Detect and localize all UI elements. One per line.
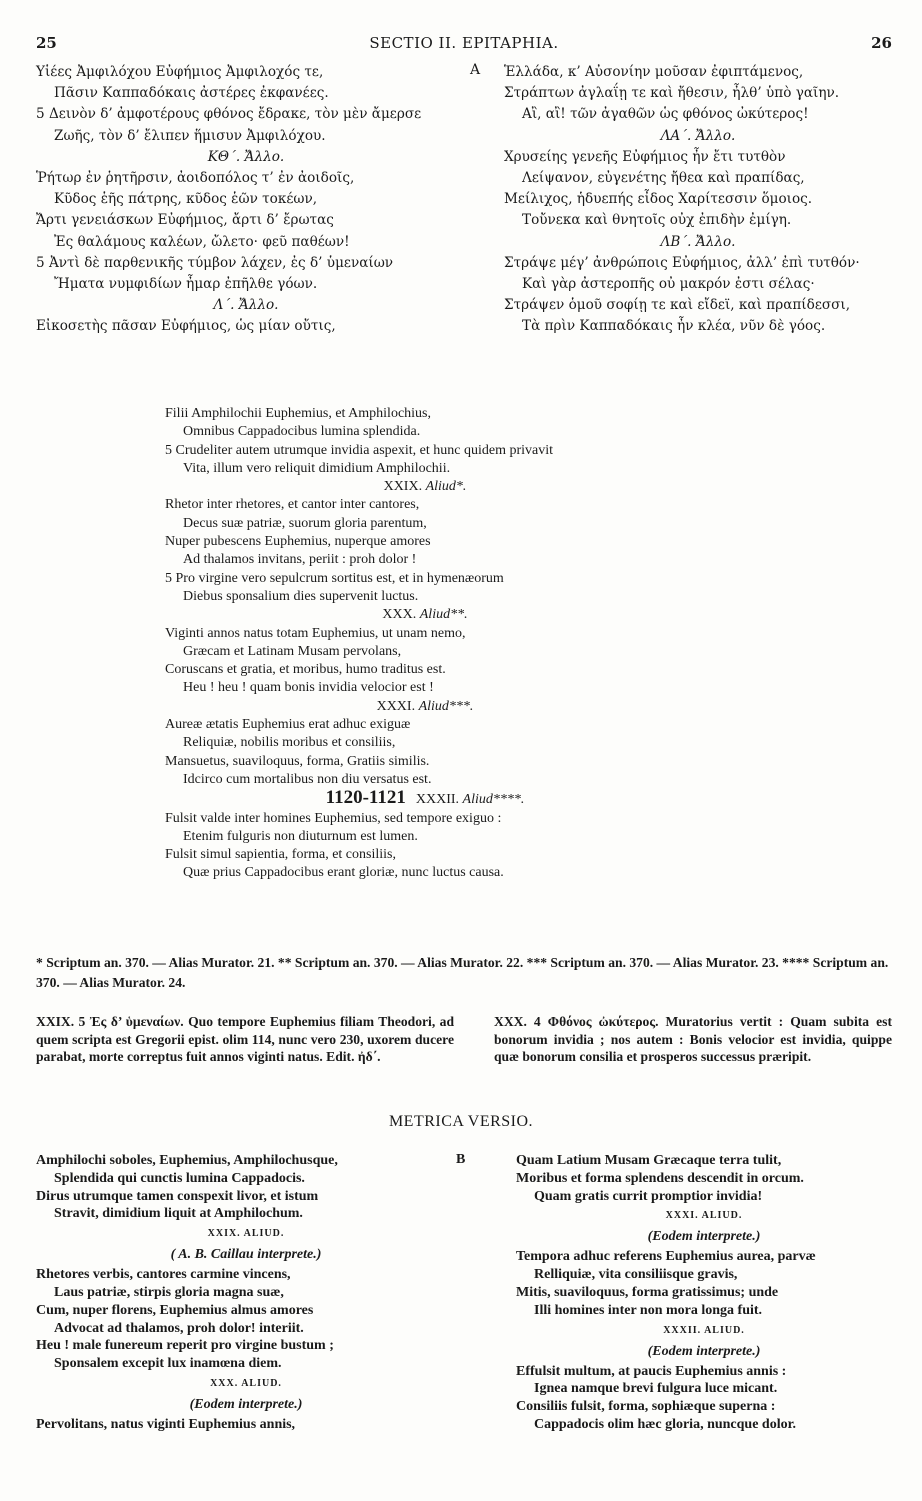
greek-line	[468, 126, 892, 147]
latin-line	[165, 423, 865, 441]
greek-line	[36, 210, 456, 231]
metrica-line-text: Moribus et forma splendens descendit in orcum.	[516, 1170, 804, 1186]
latin-line-text: Coruscans et gratia, et moribus, humo traditus est.	[165, 662, 446, 678]
greek-line-text: 5 Δεινὸν δ’ ἀμφοτέρους φθόνος ἔδρακε, τὸν μὲν ἄμερσε	[36, 106, 422, 123]
metrica-line	[476, 1170, 892, 1188]
greek-line	[468, 62, 892, 83]
greek-line-text: Ἤματα νυμφιδίων ἦμαρ ἐπῆλθε γόων.	[54, 276, 318, 293]
metrica-line	[476, 1152, 892, 1170]
greek-line	[36, 104, 456, 125]
latin-line	[165, 606, 685, 624]
column-number: 1120-1121	[325, 787, 406, 809]
metrica-line	[476, 1341, 892, 1363]
metrica-line	[36, 1266, 456, 1284]
latin-line-text: Fulsit valde inter homines Euphemius, sed tempore exiguo :	[165, 810, 502, 826]
metrica-line-text: Ignea namque brevi fulgura luce micant.	[534, 1381, 778, 1397]
latin-line-text: Vita, illum vero reliquit dimidium Amphilochii.	[183, 460, 451, 476]
greek-line	[36, 295, 456, 316]
latin-line	[165, 442, 865, 460]
latin-line-text: Nuper pubescens Euphemius, nuperque amores	[165, 534, 431, 550]
greek-line	[36, 126, 456, 147]
metrica-line-text: Cum, nuper florens, Euphemius almus amores	[36, 1302, 314, 1318]
latin-line	[165, 789, 685, 809]
metrica-line	[476, 1302, 892, 1320]
latin-line	[165, 533, 865, 551]
latin-line-text: Rhetor inter rhetores, et cantor inter cantores,	[165, 497, 420, 513]
latin-line-text: XXXII.	[415, 792, 460, 808]
metrica-line-text: Rhetores verbis, cantores carmine vincens,	[36, 1267, 291, 1283]
greek-line-text: Εἰκοσετὴς πᾶσαν Εὐφήμιος, ὡς μίαν οὔτις,	[36, 318, 336, 335]
metrica-line-text: Advocat ad thalamos, proh dolor! interiit.	[54, 1320, 304, 1336]
footnotes: * Scriptum an. 370. — Alias Murator. 21. ** Scriptum an. 370. — Alias Murator. 22. *** Scriptum an. 370. — Alias Murator. 23. **** Scriptum an. 370. — Alias Murator. 24.	[36, 955, 889, 990]
metrica-line-text: XXX. ALIUD.	[210, 1377, 282, 1389]
metrica-line	[36, 1170, 456, 1188]
latin-line	[165, 846, 865, 864]
greek-line-text: Πᾶσιν Καππαδόκαις ἀστέρες ἐκφανέες.	[54, 85, 329, 102]
greek-line-text: ΚΘ΄. Ἄλλο.	[207, 148, 285, 165]
margin-letter-a: A	[470, 62, 481, 78]
greek-line	[468, 253, 892, 274]
latin-line	[165, 698, 685, 716]
metrica-line	[476, 1320, 892, 1341]
greek-line	[468, 295, 892, 316]
metrica-line	[476, 1248, 892, 1266]
latin-line-text: XXX.	[382, 607, 417, 623]
note-left: XXIX. 5 Ἐς δ’ ὑμεναίων. Quo tempore Euphemius filiam Theodori, ad quem scripta est Gregorii epist. olim 114, nunc vero 230, uxorem ducere parabat, morte correptus fuit annos viginti natus. Edit. ἠδ΄.	[36, 1014, 454, 1064]
latin-line-text: Idcirco cum mortalibus non diu versatus est.	[183, 771, 432, 787]
latin-line-text: Omnibus Cappadocibus lumina splendida.	[183, 424, 421, 440]
metrica-line-text: Consiliis fulsit, forma, sophiæque superna :	[516, 1399, 776, 1415]
greek-line-text: Ἄρτι γενειάσκων Εὐφήμιος, ἄρτι δ’ ἔρωτας	[36, 212, 334, 229]
greek-line-text: Αἲ, αἲ! τῶν ἀγαθῶν ὡς φθόνος ὠκύτερος!	[522, 106, 809, 123]
latin-line-text: Etenim fulguris non diuturnum est lumen.	[183, 828, 418, 844]
metrica-line	[476, 1380, 892, 1398]
metrica-line-text: Pervolitans, natus viginti Euphemius annis,	[36, 1416, 296, 1432]
latin-line-text: 5 Crudeliter autem utrumque invidia aspexit, et hunc quidem privavit	[165, 442, 554, 458]
latin-line	[165, 810, 865, 828]
metrica-line-text: Heu ! male funereum reperit pro virgine bustum ;	[36, 1338, 334, 1354]
latin-line-text: 5 Pro virgine vero sepulcrum sortitus est, et in hymenæorum	[165, 570, 504, 586]
metrica-line	[476, 1398, 892, 1416]
metrica-line	[36, 1373, 456, 1394]
metrica-line-text: XXXII. ALIUD.	[663, 1324, 745, 1336]
metrica-line-text: (Eodem interprete.)	[647, 1343, 761, 1359]
greek-line	[36, 147, 456, 168]
metrica-line	[36, 1320, 456, 1338]
greek-line-text: 5 Ἀντὶ δὲ παρθενικῆς τύμβον λάχεν, ἐς δ’ ὑμεναίων	[36, 254, 394, 271]
greek-line	[36, 168, 456, 189]
latin-line	[165, 864, 865, 882]
metrica-line	[36, 1355, 456, 1373]
greek-line-text: Στράπτων ἀγλαΐῃ τε καὶ ἤθεσιν, ἦλθ’ ὑπὸ γαῖην.	[504, 85, 840, 102]
metrica-line	[476, 1284, 892, 1302]
metrica-line-text: (Eodem interprete.)	[189, 1396, 303, 1412]
greek-line-text: Στράψε μέγ’ ἀνθρώποις Εὐφήμιος, ἀλλ’ ἐπὶ τυτθόν·	[504, 254, 860, 271]
latin-line-text: Reliquiæ, nobilis moribus et consiliis,	[183, 735, 396, 751]
metrica-line-text: Relliquiæ, vita consiliisque gravis,	[534, 1267, 738, 1283]
latin-line	[165, 405, 865, 423]
latin-translation	[165, 405, 865, 883]
page-number-right: 26	[871, 34, 892, 52]
greek-line-text: Στράψεν ὁμοῦ σοφίῃ τε καὶ εἴδεϊ, καὶ πραπίδεσσι,	[504, 297, 851, 314]
latin-line	[165, 753, 865, 771]
latin-line	[165, 515, 865, 533]
latin-line	[165, 828, 865, 846]
metrica-line-text: Mitis, suaviloquus, forma gratissimus; unde	[516, 1284, 779, 1300]
metrica-line-text: Laus patriæ, stirpis gloria magna suæ,	[54, 1284, 284, 1300]
latin-line	[165, 570, 865, 588]
greek-line	[468, 104, 892, 125]
greek-line-text: Τὰ πρὶν Καππαδόκαις ἦν κλέα, νῦν δὲ γόος.	[522, 318, 826, 335]
latin-line-text: Græcam et Latinam Musam pervolans,	[183, 643, 402, 659]
metrica-line	[36, 1394, 456, 1416]
metrica-line-text: Effulsit multum, at paucis Euphemius annis :	[516, 1363, 787, 1379]
metrica-line	[476, 1416, 892, 1434]
greek-line	[36, 316, 456, 337]
greek-line	[468, 168, 892, 189]
latin-line	[165, 734, 865, 752]
greek-line	[468, 189, 892, 210]
greek-line-text: Ἑλλάδα, κ’ Αὐσονίην μοῦσαν ἐφιπτάμενος,	[504, 64, 804, 80]
latin-line-text: Fulsit simul sapientia, forma, et consiliis,	[165, 847, 396, 863]
metrica-column-left	[36, 1152, 456, 1434]
metrica-line-text: Stravit, dimidium liquit at Amphilochum.	[54, 1206, 303, 1222]
greek-line	[36, 189, 456, 210]
metrica-line-text: Cappadocis olim hæc gloria, nuncque dolor.	[534, 1416, 797, 1432]
latin-line-text: Viginti annos natus totam Euphemius, ut unam nemo,	[165, 625, 466, 641]
latin-line	[165, 716, 865, 734]
metrica-line-text: Sponsalem excepit lux inamœna diem.	[54, 1356, 282, 1372]
metrica-line-text: Quam Latium Musam Græcaque terra tulit,	[516, 1153, 782, 1168]
running-title: SECTIO II. EPITAPHIA.	[369, 34, 559, 52]
greek-line-text: Μείλιχος, ἡδυεπής εἶδος Χαρίτεσσιν ὅμοιος.	[504, 191, 813, 208]
latin-line	[165, 496, 865, 514]
latin-line	[165, 643, 865, 661]
metrica-line	[36, 1284, 456, 1302]
metrica-line	[476, 1363, 892, 1381]
metrica-line-text: Splendida qui cunctis lumina Cappadocis.	[54, 1170, 305, 1186]
greek-line	[468, 232, 892, 253]
greek-text	[36, 62, 892, 392]
latin-line	[165, 661, 865, 679]
metrica-line-text: XXIX. ALIUD.	[207, 1228, 285, 1240]
metrica-versio-title: METRICA VERSIO.	[388, 1113, 534, 1130]
latin-line	[165, 588, 865, 606]
greek-line-text: Ζωῆς, τὸν δ’ ἔλιπεν ἥμισυν Ἀμφιλόχου.	[54, 127, 326, 144]
latin-line	[165, 478, 685, 496]
greek-line-text: ΛΑ΄. Ἄλλο.	[660, 127, 736, 144]
greek-line-text: Ἐς θαλάμους καλέων, ὤλετο· φεῦ παθέων!	[54, 233, 350, 250]
metrica-line	[36, 1223, 456, 1244]
greek-line-text: Χρυσείης γενεῆς Εὐφήμιος ἦν ἔτι τυτθὸν	[504, 148, 786, 165]
page-header	[36, 34, 892, 56]
latin-line	[165, 460, 865, 478]
metrica-line	[476, 1188, 892, 1206]
greek-line-text: Υἱέες Ἀμφιλόχου Εὐφήμιος Ἀμφιλοχός τε,	[36, 64, 324, 80]
metrica-line	[36, 1244, 456, 1266]
metrica-column-right	[476, 1152, 892, 1434]
greek-line-text: Λείψανον, εὐγενέτης ἤθεα καὶ πραπίδας,	[522, 170, 805, 187]
greek-line	[36, 253, 456, 274]
page-number-left: 25	[36, 34, 57, 52]
metrica-line	[476, 1266, 892, 1284]
latin-line-italic: Aliud**.	[419, 607, 468, 623]
latin-line-italic: Aliud****.	[462, 792, 525, 808]
latin-line-text: Mansuetus, suaviloquus, forma, Gratiis similis.	[165, 753, 430, 769]
metrica-line-text: Quam gratis currit promptior invidia!	[534, 1188, 763, 1204]
note-right: XXX. 4 Φθόνος ὠκύτερος. Muratorius vertit : Quam subita est bonorum invidia ; nos autem : Bonis velocior est invidia, quippe quæ bonorum consilia et prosperos successus præripit.	[494, 1014, 892, 1064]
greek-line-text: Τοὔνεκα καὶ θνητοῖς οὐχ ἐπιδὴν ἐμίγη.	[522, 212, 792, 229]
greek-line-text: Καὶ γὰρ ἀστεροπῆς οὐ μακρόν ἐστι σέλας·	[522, 276, 815, 293]
greek-line	[468, 316, 892, 337]
greek-line	[36, 83, 456, 104]
greek-line-text: Ῥήτωρ ἐν ῥητῆρσιν, ἀοιδοπόλος τ’ ἐν ἀοιδοῖς,	[36, 170, 355, 187]
greek-line	[36, 232, 456, 253]
metrica-line	[36, 1416, 456, 1434]
metrica-line-text: XXXI. ALIUD.	[665, 1210, 743, 1222]
greek-line	[36, 274, 456, 295]
metrica-line-text: ( A. B. Caillau interprete.)	[170, 1247, 322, 1263]
latin-line-text: Filii Amphilochii Euphemius, et Amphilochius,	[165, 406, 431, 421]
latin-line-italic: Aliud***.	[418, 698, 474, 714]
latin-line-text: Diebus sponsalium dies supervenit luctus.	[183, 588, 419, 604]
greek-line-text: Λ΄. Ἄλλο.	[213, 297, 279, 314]
latin-line-text: Decus suæ patriæ, suorum gloria parentum,	[183, 515, 427, 531]
metrica-line	[36, 1188, 456, 1206]
metrica-line-text: Illi homines inter non mora longa fuit.	[534, 1302, 763, 1318]
greek-column-left	[36, 62, 456, 338]
latin-line-text: Ad thalamos invitans, periit : proh dolor !	[183, 552, 417, 568]
metrica-line	[36, 1205, 456, 1223]
latin-line	[165, 551, 865, 569]
greek-line	[468, 210, 892, 231]
metrica-line-text: (Eodem interprete.)	[647, 1229, 761, 1245]
metrica-line-text: Dirus utrumque tamen conspexit livor, et istum	[36, 1188, 319, 1204]
greek-line-text: Κῦδος ἑῆς πάτρης, κῦδος ἑῶν τοκέων,	[54, 191, 318, 208]
margin-letter-b: B	[456, 1152, 466, 1167]
metrica-line	[476, 1226, 892, 1248]
metrica-line-text: Tempora adhuc referens Euphemius aurea, parvæ	[516, 1249, 816, 1265]
latin-line	[165, 679, 865, 697]
metrica-line-text: Amphilochi soboles, Euphemius, Amphilochusque,	[36, 1153, 338, 1168]
latin-line	[165, 625, 865, 643]
greek-line-text: ΛΒ΄. Ἄλλο.	[660, 233, 736, 250]
metrica-line	[36, 1152, 456, 1170]
latin-line-text: Heu ! heu ! quam bonis invidia velocior est !	[183, 680, 434, 696]
latin-line	[165, 771, 865, 789]
greek-column-right	[468, 62, 892, 338]
metrica-line	[36, 1337, 456, 1355]
latin-line-text: Aureæ ætatis Euphemius erat adhuc exiguæ	[165, 717, 411, 733]
latin-line-italic: Aliud*.	[425, 479, 467, 495]
greek-line	[468, 83, 892, 104]
greek-line	[468, 147, 892, 168]
latin-line-text: XXXI.	[376, 698, 416, 714]
greek-line	[468, 274, 892, 295]
latin-line-text: Quæ prius Cappadocibus erant gloriæ, nunc luctus causa.	[183, 865, 504, 881]
greek-line	[36, 62, 456, 83]
metrica-line	[476, 1205, 892, 1226]
metrica-line	[36, 1302, 456, 1320]
latin-line-text: XXIX.	[383, 479, 423, 495]
